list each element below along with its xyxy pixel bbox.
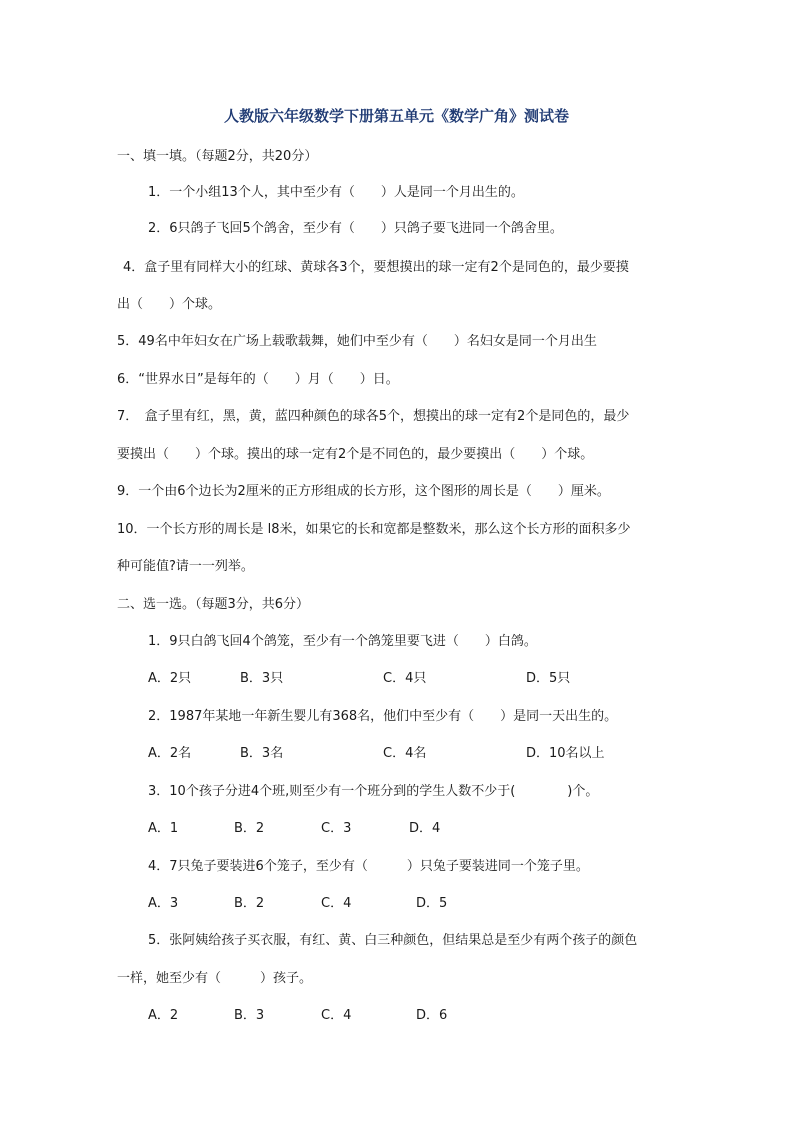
question-1-1: 1．一个小组13个人，其中至少有（ ）人是同一个月出生的。 — [148, 185, 524, 200]
question-2-1-option-d: D．5只 — [526, 671, 571, 686]
question-2-2-option-b: B．3名 — [240, 746, 284, 761]
question-1-2: 2．6只鸽子飞回5个鸽舍，至少有（ ）只鸽子要飞进同一个鸽舍里。 — [148, 221, 563, 236]
page-title: 人教版六年级数学下册第五单元《数学广角》测试卷 — [223, 107, 569, 125]
section-2-heading: 二、选一选。（每题3分，共6分） — [117, 597, 310, 612]
question-2-3-option-b: B．2 — [234, 821, 265, 836]
question-2-1-option-a: A．2只 — [148, 671, 192, 686]
question-2-4-option-b: B．2 — [234, 896, 265, 911]
question-2-1-option-c: C．4只 — [383, 671, 427, 686]
question-2-2: 2．1987年某地一年新生婴儿有368名，他们中至少有（ ）是同一天出生的。 — [148, 709, 618, 724]
question-1-10-line-1: 10．一个长方形的周长是 l8米，如果它的长和宽都是整数米，那么这个长方形的面积多少 — [117, 522, 631, 537]
question-2-4-option-a: A．3 — [148, 896, 179, 911]
question-1-7-line-2: 要摸出（ ）个球。摸出的球一定有2个是不同色的，最少要摸出（ ）个球。 — [117, 447, 594, 462]
question-2-2-option-c: C．4名 — [383, 746, 427, 761]
question-2-5-option-a: A．2 — [148, 1008, 179, 1023]
section-1-heading: 一、填一填。（每题2分，共20分） — [117, 149, 318, 164]
question-2-5-line-2: 一样，她至少有（ ）孩子。 — [117, 971, 313, 986]
question-2-3-option-d: D．4 — [409, 821, 441, 836]
question-2-5-line-1: 5．张阿姨给孩子买衣服，有红、黄、白三种颜色，但结果总是至少有两个孩子的颜色 — [148, 933, 638, 948]
question-1-4-line-2: 出（ ）个球。 — [117, 297, 222, 312]
question-2-1: 1．9只白鸽飞回4个鸽笼，至少有一个鸽笼里要飞进（ ）白鸽。 — [148, 634, 537, 649]
question-1-9: 9．一个由6个边长为2厘米的正方形组成的长方形，这个图形的周长是（ ）厘米。 — [117, 484, 610, 499]
question-2-3-option-c: C．3 — [321, 821, 352, 836]
question-1-10-line-2: 种可能值?请一一列举。 — [117, 559, 254, 574]
question-2-5-option-c: C．4 — [321, 1008, 352, 1023]
question-2-4: 4．7只兔子要装进6个笼子，至少有（ ）只兔子要装进同一个笼子里。 — [148, 859, 589, 874]
question-1-5: 5．49名中年妇女在广场上载歌载舞，她们中至少有（ ）名妇女是同一个月出生 — [117, 334, 597, 349]
question-2-3-option-a: A．1 — [148, 821, 179, 836]
question-2-4-option-d: D．5 — [416, 896, 448, 911]
question-2-4-option-c: C．4 — [321, 896, 352, 911]
question-1-7-line-1: 7． 盒子里有红，黑，黄，蓝四种颜色的球各5个，想摸出的球一定有2个是同色的，最少 — [117, 409, 630, 424]
question-2-1-option-b: B．3只 — [240, 671, 284, 686]
question-2-5-option-b: B．3 — [234, 1008, 265, 1023]
question-1-4-line-1: 4．盒子里有同样大小的红球、黄球各3个，要想摸出的球一定有2个是同色的，最少要摸 — [123, 260, 629, 275]
question-2-2-option-d: D．10名以上 — [526, 746, 605, 761]
question-2-3: 3．10个孩子分进4个班,则至少有一个班分到的学生人数不少于( )个。 — [148, 784, 599, 799]
question-2-5-option-d: D．6 — [416, 1008, 448, 1023]
question-2-2-option-a: A．2名 — [148, 746, 192, 761]
question-1-6: 6．“世界水日”是每年的（ ）月（ ）日。 — [117, 372, 399, 387]
